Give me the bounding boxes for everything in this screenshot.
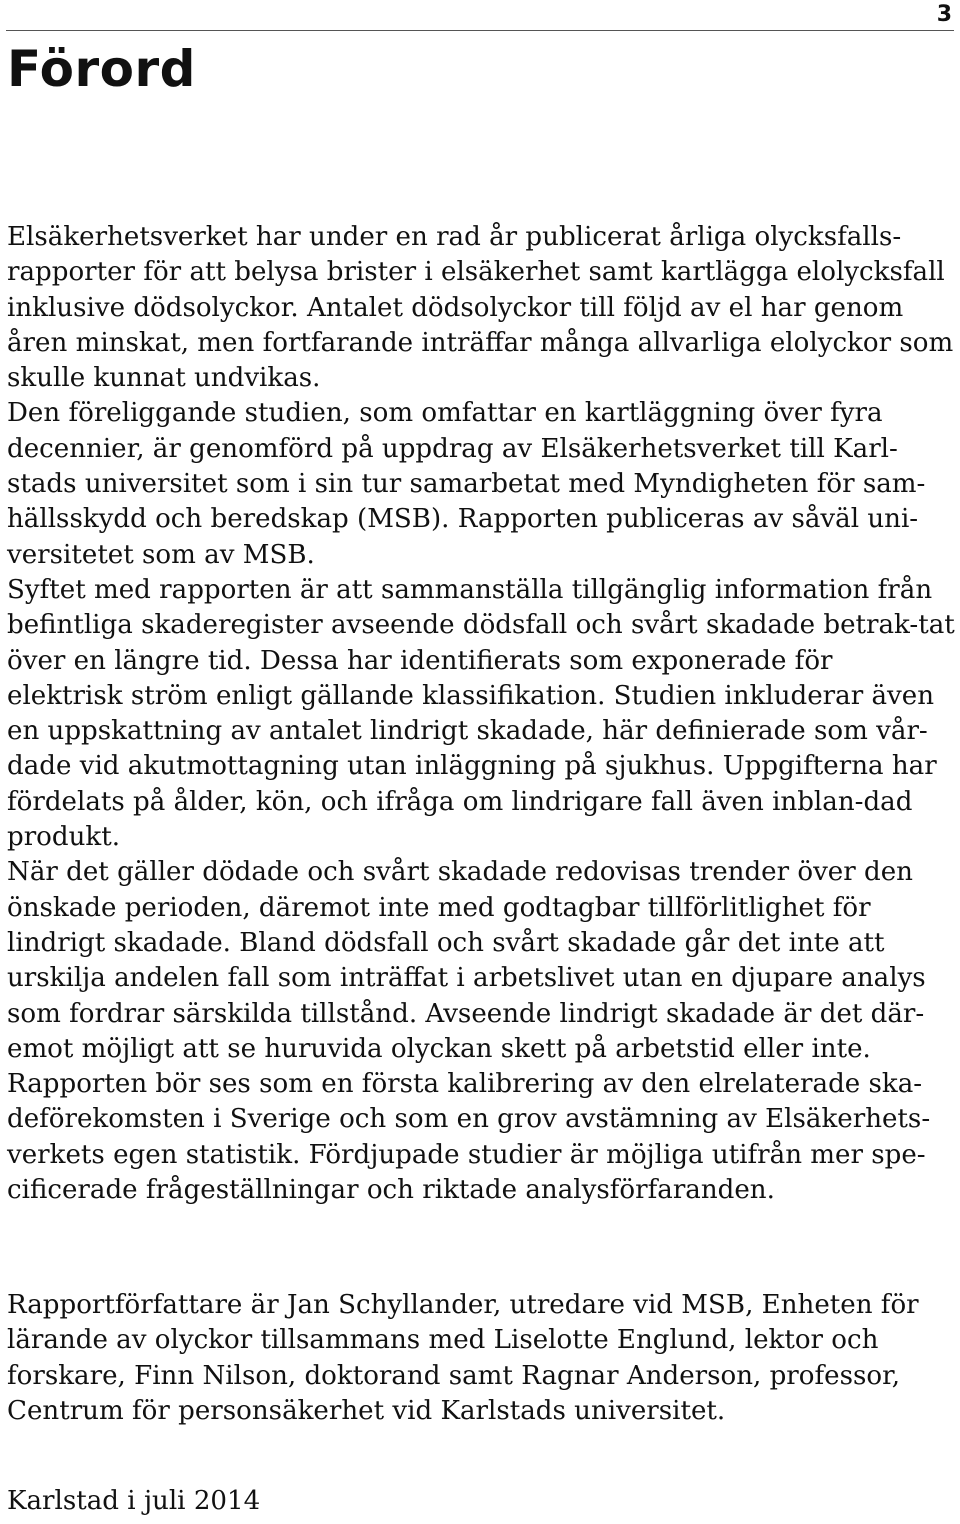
- header-rule: [6, 30, 954, 31]
- paragraph-study: Den föreliggande studien, som omfattar en kartläggning över fyra decennier, är genomförd på uppdrag av Elsäkerhetsverket till Karl-stads universitet som i sin tur samarbetat med Myndigheten för sam-hällsskydd och beredskap (MSB). Rapporten publiceras av såväl uni-versitetet som av MSB.: [7, 398, 926, 570]
- paragraph-findings: När det gäller dödade och svårt skadade redovisas trender över den önskade perioden, däremot inte med godtagbar tillförlitlighet för lindrigt skadade. Bland dödsfall och svårt skadade går det inte att urskilja andelen fall som inträffat i arbetslivet utan en djupare analys som fordrar särskilda tillstånd. Avseende lindrigt skadade är det där-emot möjligt att se huruvida olyckan skett på arbetstid eller inte. Rapporten bör ses som en första kalibrering av den elrelaterade ska-deförekomsten i Sverige och som en grov avstämning av Elsäkerhets-verkets egen statistik. Fördjupade studier är möjliga utifrån mer spe-cificerade frågeställningar och riktade analysförfaranden.: [7, 857, 931, 1206]
- authors-paragraph: Rapportförfattare är Jan Schyllander, utredare vid MSB, Enheten för lärande av olyckor tillsammans med Liselotte Englund, lektor och forskare, Finn Nilson, doktorand samt Ragnar Anderson, professor, Centrum för personsäkerhet vid Karlstads universitet.: [7, 1290, 919, 1426]
- page-title: Förord: [7, 40, 196, 98]
- place-date-block: [7, 1484, 955, 1519]
- paragraph-purpose: Syftet med rapporten är att sammanställa tillgänglig information från befintliga skaderegister avseende dödsfall och svårt skadade betrak-tat över en längre tid. Dessa har identifierats som exponerade för elektrisk ström enligt gällande klassifikation. Studien inkluderar även en uppskattning av antalet lindrigt skadade, här definierade som vår-dade vid akutmottagning utan inläggning på sjukhus. Uppgifterna har fördelats på ålder, kön, och ifråga om lindrigare fall även inblan-dad produkt.: [7, 574, 955, 853]
- preface-body: [7, 220, 955, 1208]
- place-date: Karlstad i juli 2014: [7, 1486, 261, 1516]
- page-number: 3: [936, 2, 952, 27]
- paragraph-intro: Elsäkerhetsverket har under en rad år publicerat årliga olycksfalls-rapporter för att belysa brister i elsäkerhet samt kartlägga elolycksfall inklusive dödsolyckor. Antalet dödsolyckor till följd av el har genom åren minskat, men fortfarande inträffar många allvarliga elolyckor som skulle kunnat undvikas.: [7, 222, 954, 394]
- authors-block: [7, 1288, 955, 1429]
